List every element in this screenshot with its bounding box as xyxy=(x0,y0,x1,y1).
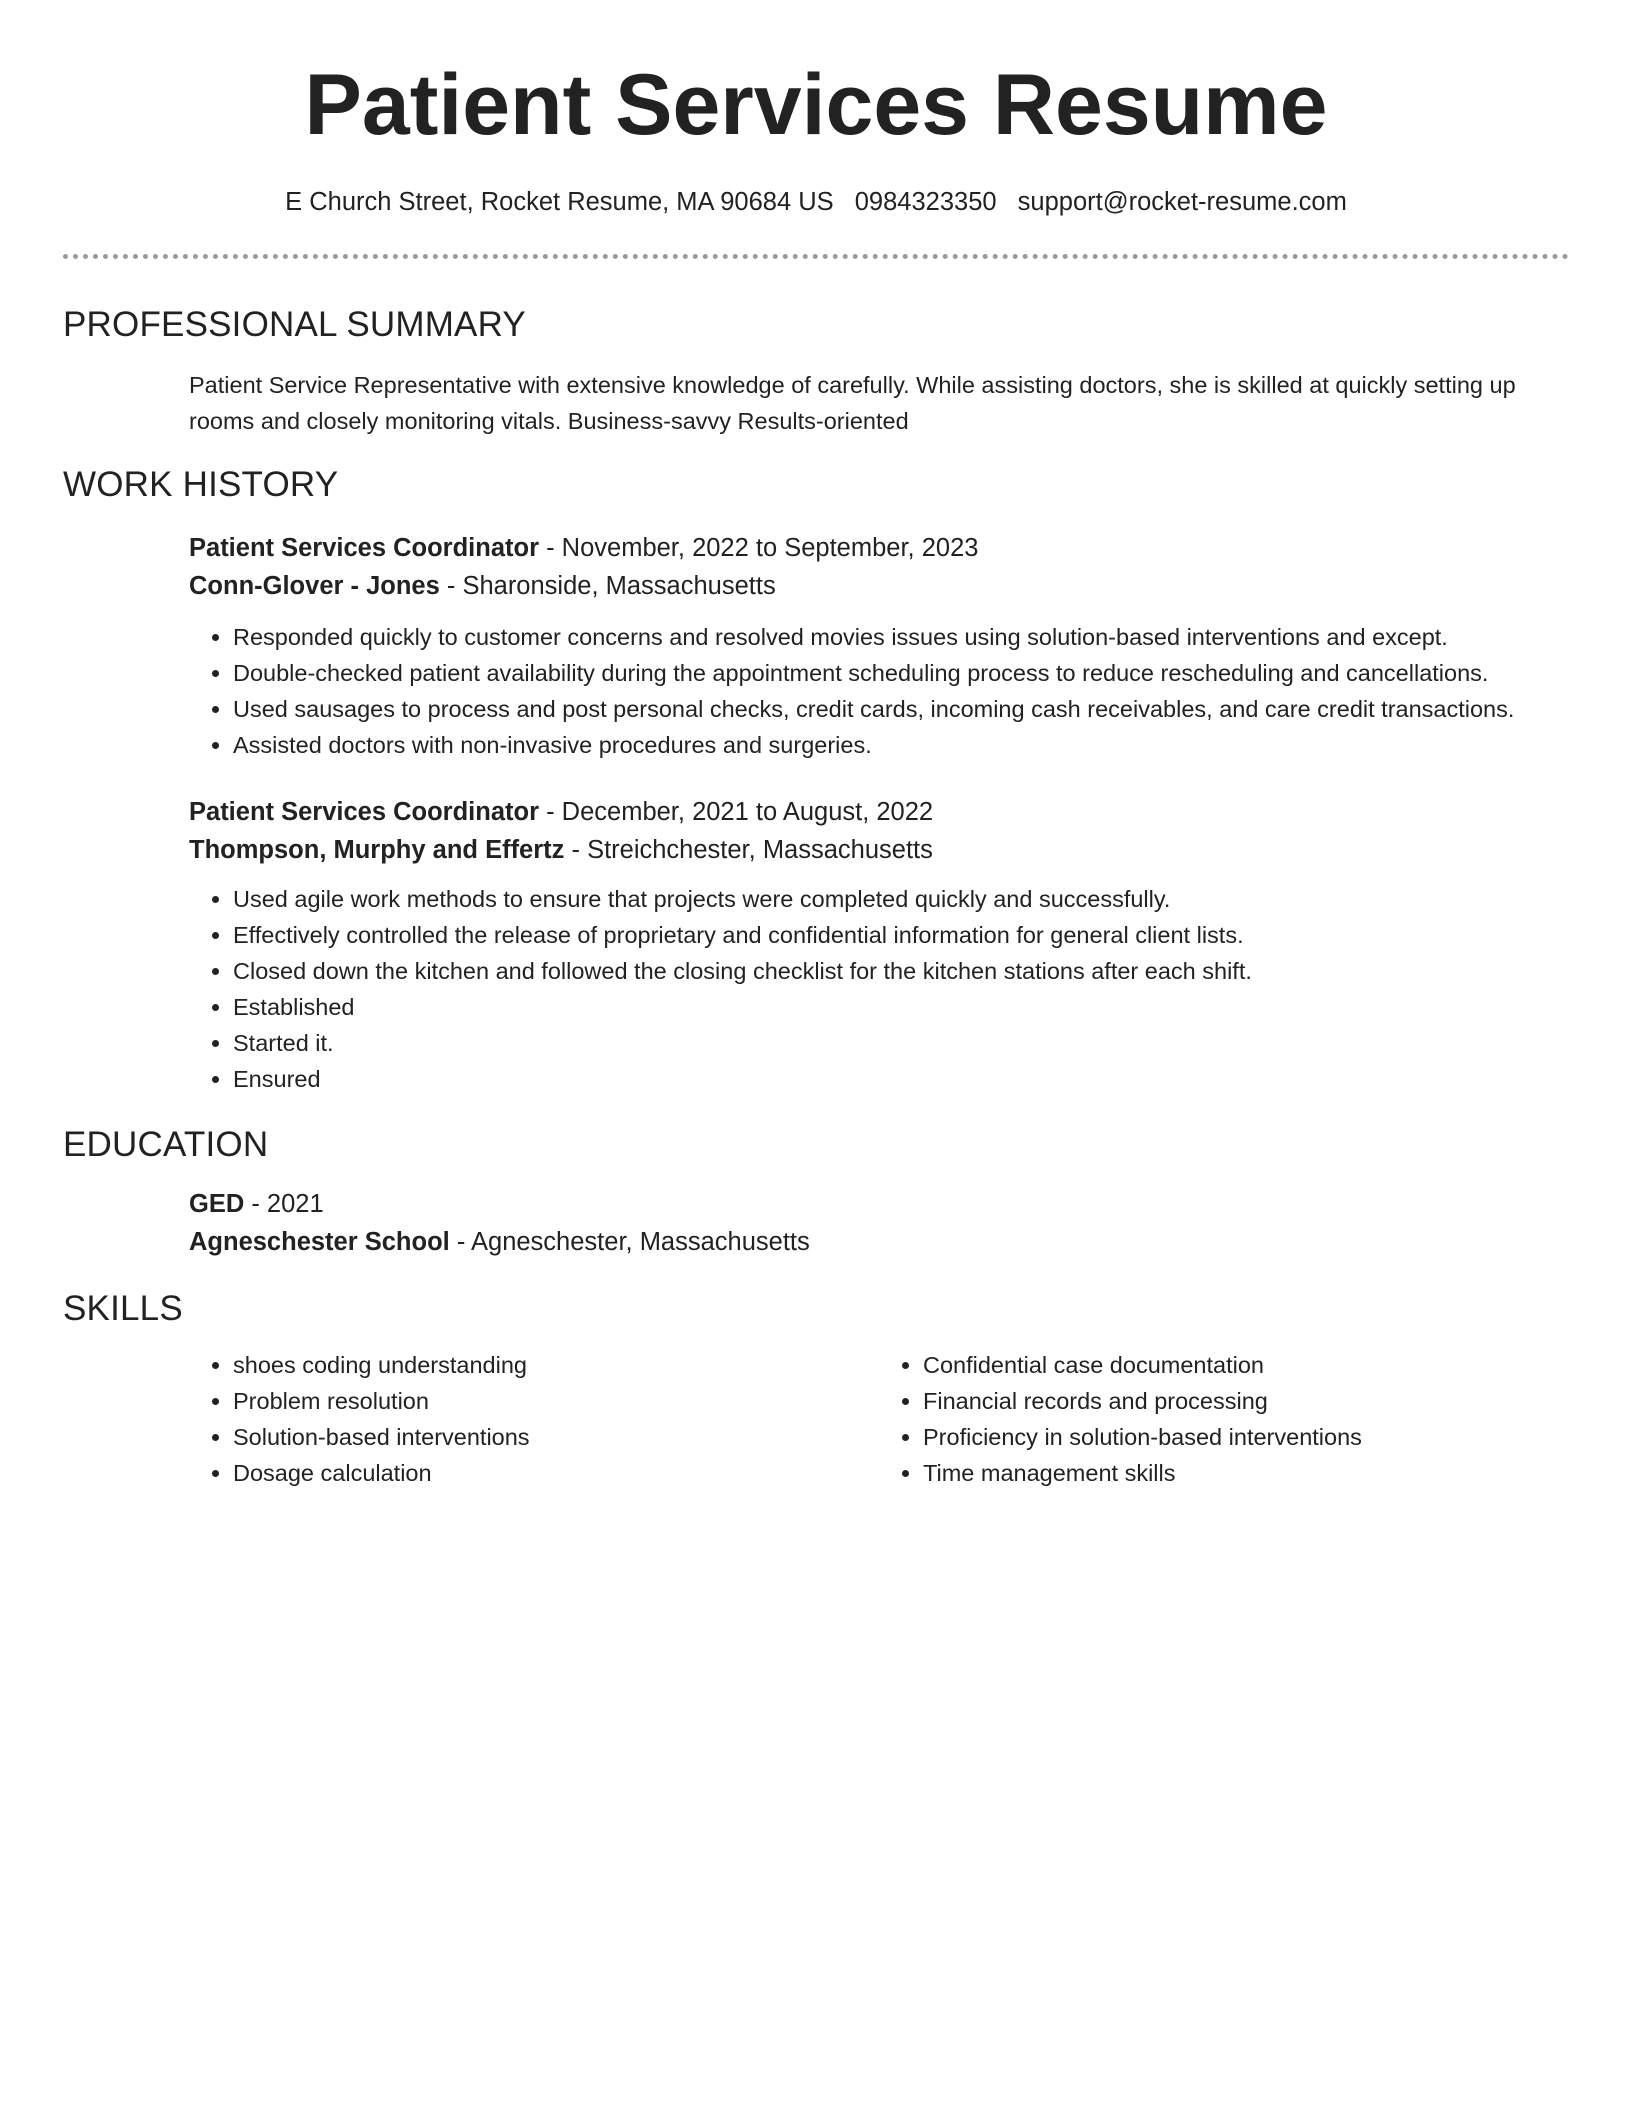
education-section xyxy=(0,1123,1632,1261)
job-entry xyxy=(63,529,1569,763)
email: support@rocket-resume.com xyxy=(1017,188,1347,216)
job-bullets xyxy=(189,619,1569,763)
skills-list-left xyxy=(189,1347,879,1491)
job-dates: - November, 2022 to September, 2023 xyxy=(539,534,979,562)
skills-columns xyxy=(63,1347,1569,1491)
list-item: • Responded quickly to customer concerns and resolved movies issues using solution-based interventions and except. xyxy=(233,619,1569,655)
summary-heading: PROFESSIONAL SUMMARY xyxy=(63,305,526,344)
skill-item: • Problem resolution xyxy=(233,1383,879,1419)
job-dates: - December, 2021 to August, 2022 xyxy=(539,798,934,826)
list-item: • Used agile work methods to ensure that projects were completed quickly and successfully. xyxy=(233,881,1569,917)
skill-item: • Time management skills xyxy=(923,1455,1569,1491)
job-location: - Sharonside, Massachusetts xyxy=(439,572,776,600)
job-title-line xyxy=(189,529,1569,567)
degree-year: - 2021 xyxy=(244,1190,324,1218)
skill-item: • Financial records and processing xyxy=(923,1383,1569,1419)
degree-line xyxy=(189,1185,1569,1223)
school-line xyxy=(189,1223,1569,1261)
skill-item: • Solution-based interventions xyxy=(233,1419,879,1455)
job-location: - Streichchester, Massachusetts xyxy=(564,836,933,864)
skills-list-right xyxy=(879,1347,1569,1491)
list-item: • Ensured xyxy=(233,1061,1569,1097)
job-company: Thompson, Murphy and Effertz xyxy=(189,836,565,864)
job-company-line xyxy=(189,831,1569,869)
job-title: Patient Services Coordinator xyxy=(189,798,540,826)
job-entry xyxy=(63,793,1569,1097)
skill-item: • Confidential case documentation xyxy=(923,1347,1569,1383)
list-item: • Established xyxy=(233,989,1569,1025)
list-item: • Started it. xyxy=(233,1025,1569,1061)
job-company-line xyxy=(189,567,1569,605)
education-heading: EDUCATION xyxy=(63,1125,269,1164)
job-bullets xyxy=(189,881,1569,1097)
phone: 0984323350 xyxy=(854,188,997,216)
address: E Church Street, Rocket Resume, MA 90684 US xyxy=(285,188,834,216)
work-history-heading: WORK HISTORY xyxy=(63,465,339,504)
school-name: Agneschester School xyxy=(189,1228,450,1256)
skill-item: • Proficiency in solution-based interventions xyxy=(923,1419,1569,1455)
dotted-divider xyxy=(63,254,1569,259)
job-company: Conn-Glover - Jones xyxy=(189,572,440,600)
skill-item: • Dosage calculation xyxy=(233,1455,879,1491)
skills-heading: SKILLS xyxy=(63,1289,183,1328)
skill-item: • shoes coding understanding xyxy=(233,1347,879,1383)
list-item: • Used sausages to process and post personal checks, credit cards, incoming cash receivables, and care credit transactions. xyxy=(233,691,1569,727)
page-title: Patient Services Resume xyxy=(304,57,1328,153)
job-title-line xyxy=(189,793,1569,831)
list-item: • Assisted doctors with non-invasive procedures and surgeries. xyxy=(233,727,1569,763)
school-location: - Agneschester, Massachusetts xyxy=(449,1228,810,1256)
summary-text: Patient Service Representative with extensive knowledge of carefully. While assisting doctors, she is skilled at quickly setting up rooms and closely monitoring vitals. Business-savvy Results-oriented xyxy=(189,372,1516,434)
list-item: • Double-checked patient availability during the appointment scheduling process to reduce rescheduling and cancellations. xyxy=(233,655,1569,691)
work-history-section xyxy=(0,463,1632,1097)
degree: GED xyxy=(189,1190,245,1218)
skills-section xyxy=(0,1287,1632,1491)
list-item: • Closed down the kitchen and followed the closing checklist for the kitchen stations after each shift. xyxy=(233,953,1569,989)
contact-line xyxy=(0,186,1632,218)
summary-section xyxy=(0,303,1632,439)
job-title: Patient Services Coordinator xyxy=(189,534,540,562)
list-item: • Effectively controlled the release of proprietary and confidential information for general client lists. xyxy=(233,917,1569,953)
